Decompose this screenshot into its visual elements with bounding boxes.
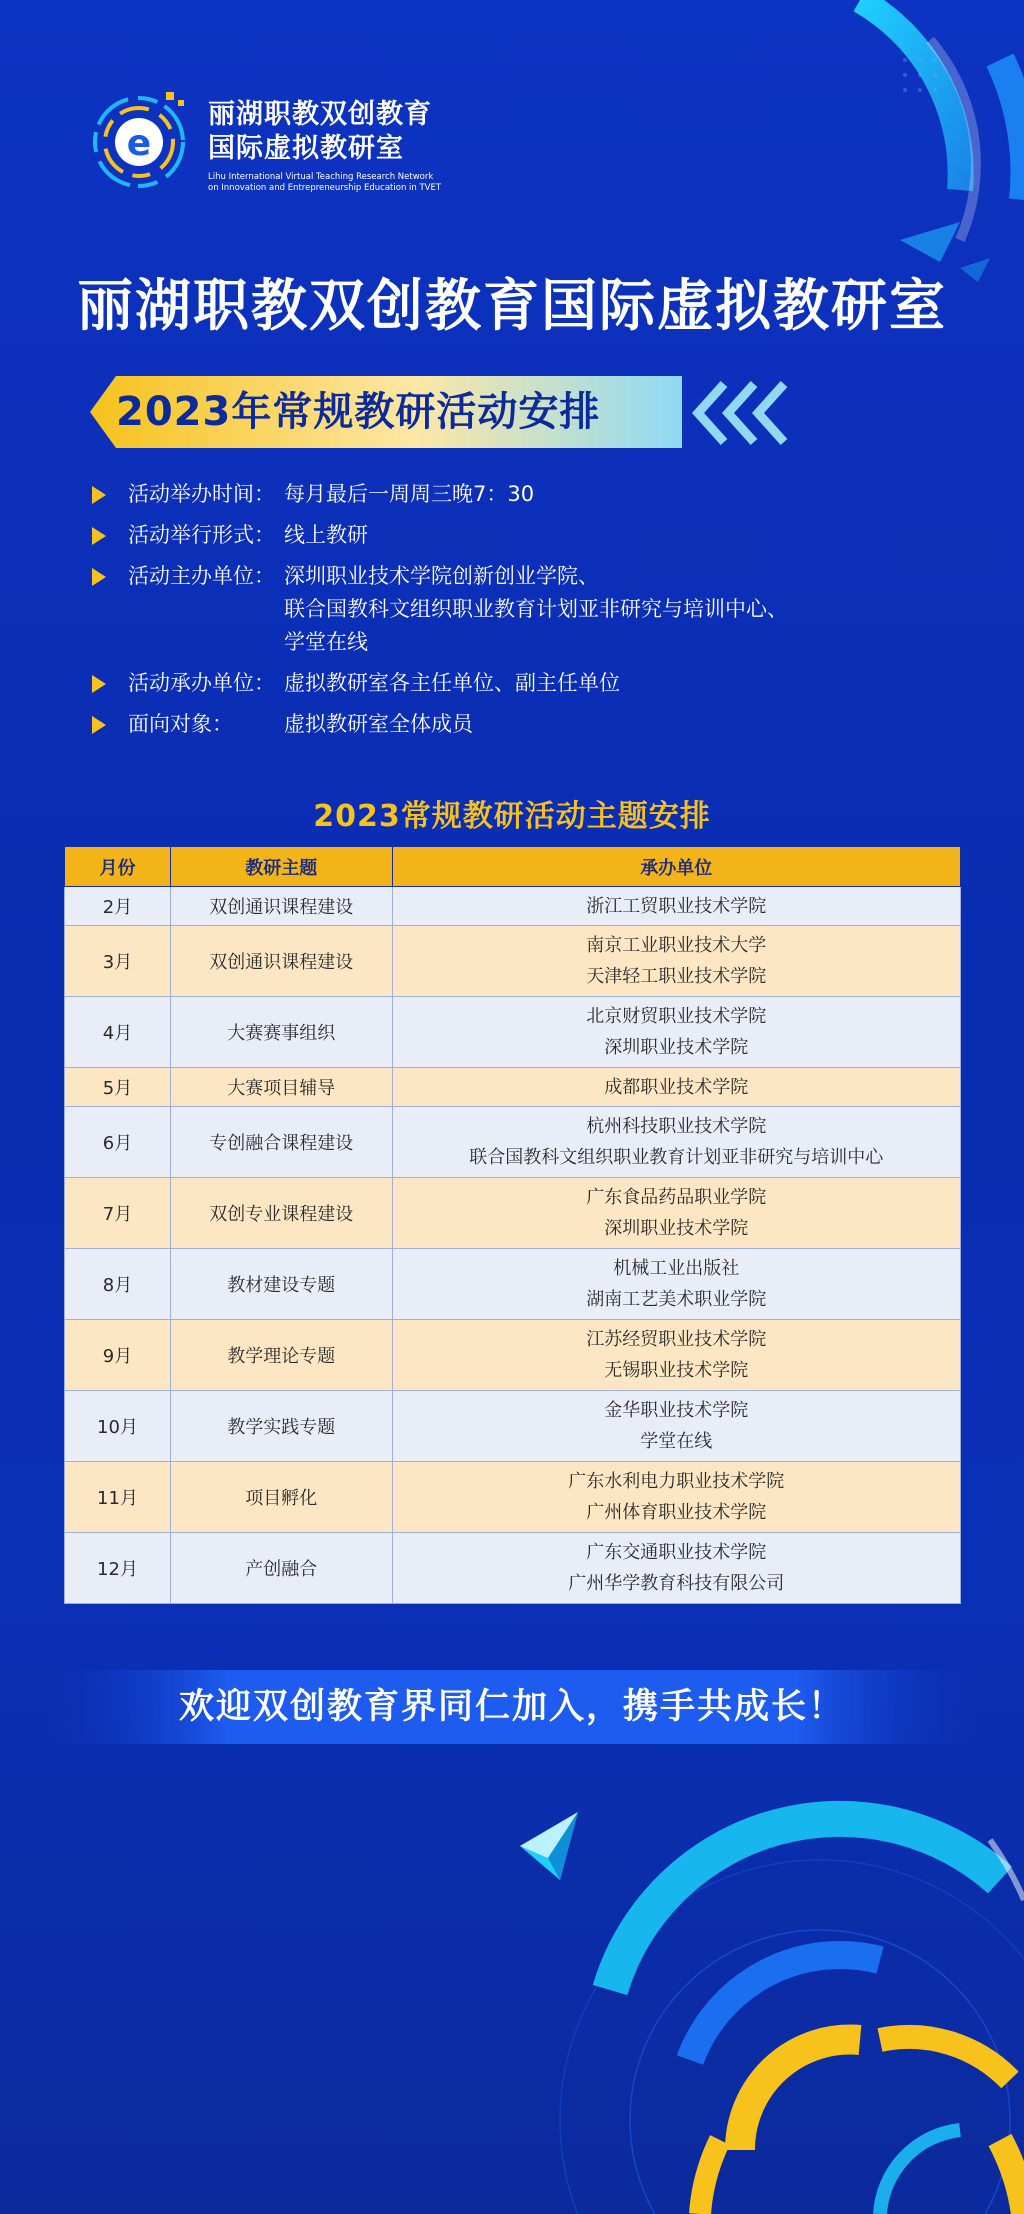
- table-row: [65, 1320, 961, 1391]
- table-row: [65, 997, 961, 1068]
- unit-name: 湖南工艺美术职业学院: [586, 1289, 767, 1310]
- unit-name: 成都职业技术学院: [604, 1076, 749, 1098]
- info-item: [92, 667, 952, 700]
- logo-name-line2: 国际虚拟教研室: [208, 133, 404, 164]
- logo-english-line2: on Innovation and Entrepreneurship Education in TVET: [208, 183, 442, 193]
- header-month: 月份: [65, 847, 171, 887]
- info-item: [92, 708, 952, 741]
- info-label: 活动举办时间：: [128, 482, 275, 506]
- unit-name: 南京工业职业技术大学: [586, 935, 767, 956]
- info-item: [92, 560, 952, 659]
- table-row: [65, 1391, 961, 1462]
- unit-name: 金华职业技术学院: [604, 1400, 749, 1421]
- logo-english-name: [208, 172, 508, 194]
- cell-units: [392, 1178, 960, 1249]
- unit-name: 深圳职业技术学院: [604, 1037, 749, 1058]
- table-row: [65, 1107, 961, 1178]
- table-header-row: [65, 847, 961, 887]
- logo-icon: [84, 84, 194, 194]
- triangle-bullet-icon: [92, 568, 106, 586]
- logo-english-line1: Lihu International Virtual Teaching Research Network: [208, 172, 434, 182]
- info-value: [284, 560, 904, 659]
- triangle-bullet-icon: [92, 675, 106, 693]
- cell-month: 7月: [65, 1178, 171, 1249]
- unit-name: 深圳职业技术学院: [604, 1218, 749, 1239]
- cell-month: 2月: [65, 887, 171, 926]
- triangle-bullet-icon: [92, 527, 106, 545]
- top-right-arcs: [860, 0, 1024, 282]
- cell-units: [392, 1533, 960, 1604]
- cell-units: [392, 1249, 960, 1320]
- subtitle: 2023年常规教研活动安排: [116, 389, 601, 435]
- unit-name: 江苏经贸职业技术学院: [586, 1329, 767, 1350]
- table-row: [65, 1462, 961, 1533]
- schedule-table: [64, 846, 961, 1604]
- cell-topic: 教学实践专题: [171, 1391, 393, 1462]
- cell-units: [392, 926, 960, 997]
- table-row: [65, 1533, 961, 1604]
- cell-topic: 双创通识课程建设: [171, 926, 393, 997]
- table-row: [65, 1068, 961, 1107]
- unit-name: 杭州科技职业技术学院: [586, 1116, 767, 1137]
- unit-name: 广东水利电力职业技术学院: [568, 1471, 785, 1492]
- cell-units: [392, 887, 960, 926]
- info-value: [284, 708, 904, 741]
- logo-text: [208, 98, 508, 194]
- bottom-arcs: [560, 1819, 1024, 2214]
- info-item: [92, 478, 952, 511]
- paper-plane-icon: [520, 1812, 578, 1880]
- table-row: [65, 1249, 961, 1320]
- info-item: [92, 519, 952, 552]
- unit-name: 广州华学教育科技有限公司: [568, 1573, 785, 1594]
- svg-text:e: e: [126, 123, 152, 164]
- info-value-line: 联合国教科文组织职业教育计划亚非研究与培训中心、: [284, 597, 788, 621]
- triangle-bullet-icon: [92, 486, 106, 504]
- cell-month: 4月: [65, 997, 171, 1068]
- header-host-units: 承办单位: [392, 847, 960, 887]
- info-value-line: 线上教研: [284, 523, 368, 547]
- unit-name: 学堂在线: [640, 1431, 713, 1452]
- cell-topic: 专创融合课程建设: [171, 1107, 393, 1178]
- cell-month: 3月: [65, 926, 171, 997]
- info-label: 活动主办单位：: [128, 564, 275, 588]
- info-value: [284, 667, 904, 700]
- info-value-line: 深圳职业技术学院创新创业学院、: [284, 564, 599, 588]
- info-label: 活动承办单位：: [128, 671, 275, 695]
- cell-month: 12月: [65, 1533, 171, 1604]
- cell-units: [392, 1391, 960, 1462]
- header-topic: 教研主题: [171, 847, 393, 887]
- info-label: 面向对象：: [128, 712, 233, 736]
- info-value-line: 虚拟教研室各主任单位、副主任单位: [284, 671, 620, 695]
- cell-units: [392, 1462, 960, 1533]
- activity-info-list: [92, 478, 952, 749]
- unit-name: 广州体育职业技术学院: [586, 1502, 767, 1523]
- cell-month: 5月: [65, 1068, 171, 1107]
- cell-units: [392, 1107, 960, 1178]
- table-row: [65, 926, 961, 997]
- info-value: [284, 478, 904, 511]
- cell-topic: 双创专业课程建设: [171, 1178, 393, 1249]
- unit-name: 机械工业出版社: [613, 1258, 740, 1279]
- info-value-line: 每月最后一周周三晚7：30: [284, 482, 535, 506]
- cell-month: 8月: [65, 1249, 171, 1320]
- cell-month: 6月: [65, 1107, 171, 1178]
- cell-topic: 大赛项目辅导: [171, 1068, 393, 1107]
- cell-topic: 教材建设专题: [171, 1249, 393, 1320]
- info-value: [284, 519, 904, 552]
- cell-month: 11月: [65, 1462, 171, 1533]
- logo-name-line1: 丽湖职教双创教育: [208, 99, 432, 130]
- unit-name: 联合国教科文组织职业教育计划亚非研究与培训中心: [469, 1147, 884, 1168]
- unit-name: 北京财贸职业技术学院: [586, 1006, 767, 1027]
- chevrons-icon: [690, 378, 800, 448]
- cell-topic: 项目孵化: [171, 1462, 393, 1533]
- cell-topic: 产创融合: [171, 1533, 393, 1604]
- unit-name: 广东食品药品职业学院: [586, 1187, 767, 1208]
- cell-units: [392, 997, 960, 1068]
- info-value-line: 学堂在线: [284, 630, 368, 654]
- unit-name: 广东交通职业技术学院: [586, 1542, 767, 1563]
- table-row: [65, 887, 961, 926]
- cell-topic: 双创通识课程建设: [171, 887, 393, 926]
- info-value-line: 虚拟教研室全体成员: [284, 712, 473, 736]
- cell-month: 10月: [65, 1391, 171, 1462]
- cell-units: [392, 1068, 960, 1107]
- unit-name: 天津轻工职业技术学院: [586, 966, 767, 987]
- unit-name: 无锡职业技术学院: [604, 1360, 749, 1381]
- cell-topic: 教学理论专题: [171, 1320, 393, 1391]
- schedule-table-title: 2023常规教研活动主题安排: [313, 799, 711, 834]
- triangle-bullet-icon: [92, 716, 106, 734]
- cell-units: [392, 1320, 960, 1391]
- main-title: 丽湖职教双创教育国际虚拟教研室: [77, 274, 947, 339]
- info-label: 活动举行形式：: [128, 523, 275, 547]
- cell-month: 9月: [65, 1320, 171, 1391]
- slogan: 欢迎双创教育界同仁加入，携手共成长！: [178, 1687, 845, 1727]
- table-row: [65, 1178, 961, 1249]
- cell-topic: 大赛赛事组织: [171, 997, 393, 1068]
- unit-name: 浙江工贸职业技术学院: [586, 895, 767, 917]
